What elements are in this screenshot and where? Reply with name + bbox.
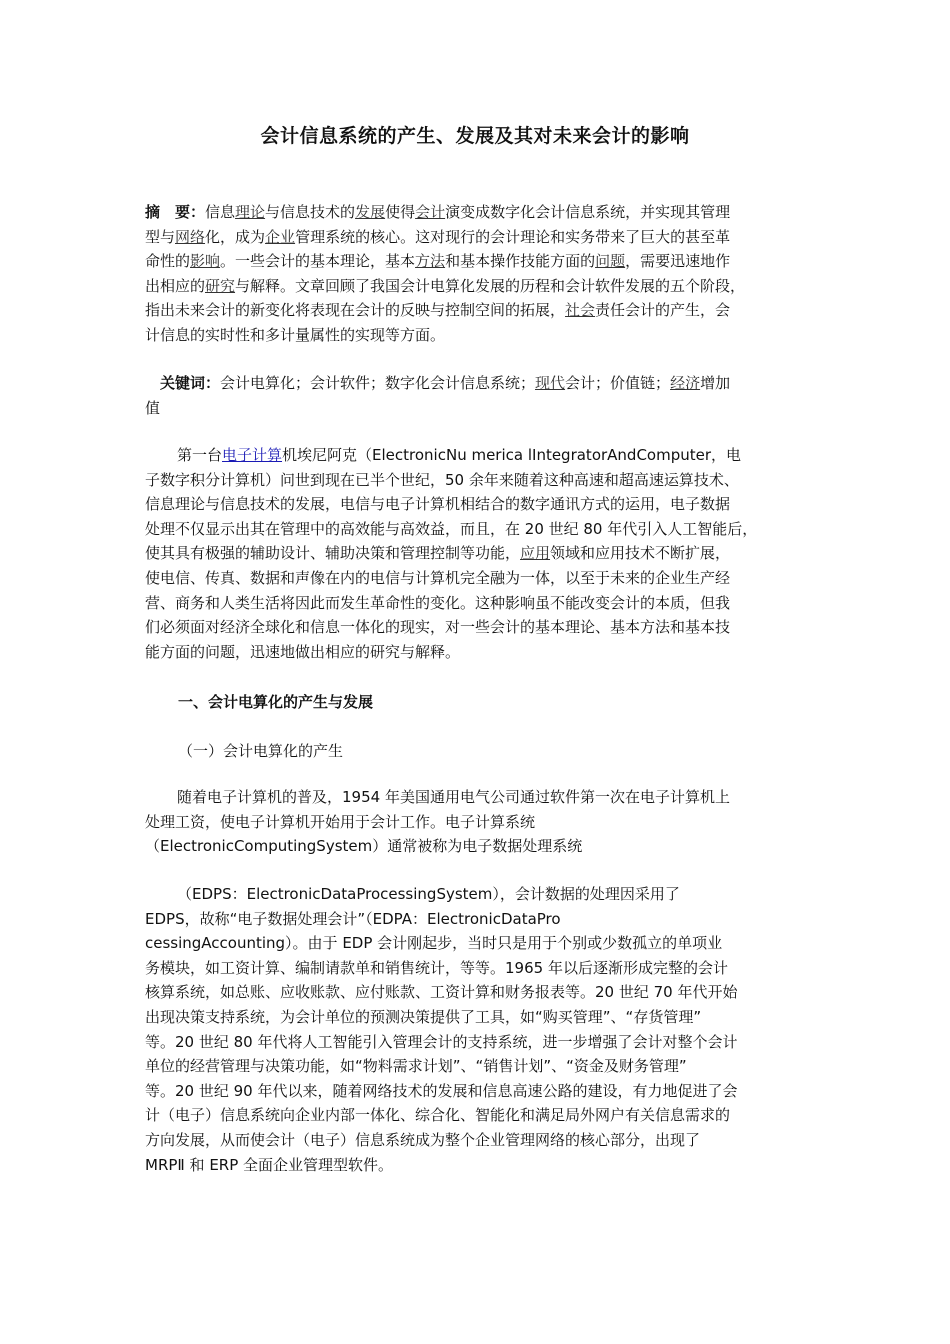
text-run: 使其具有极强的辅助设计、辅助决策和管理控制等功能， [145,544,521,563]
text-run: 管理系统的核心。这对现行的会计理论和实务带来了巨大的甚至革 [295,227,731,246]
para3-line [145,1079,810,1104]
underlined-term[interactable]: 理论 [235,203,266,221]
para1-line [145,492,810,517]
para1-line [145,517,810,542]
text-run: 方向发展，从而使会计（电子）信息系统成为整个企业管理网络的核心部分，出现了 [145,1130,701,1149]
para3-line [145,980,810,1005]
underlined-term[interactable]: 会计 [415,203,446,221]
abstract-lines [145,200,810,348]
text-run: ，需要迅速地作 [625,252,731,271]
text-run: 命性的 [145,252,191,271]
para3-line [145,1030,810,1055]
text-run: 增加 [700,374,731,392]
text-run: 等。20 世纪 90 年代以来，随着网络技术的发展和信息高速公路的建设，有力地促进了会 [145,1081,738,1100]
para2-line [145,810,810,835]
underlined-term[interactable]: 现代 [535,374,566,392]
para1-line [145,615,810,640]
text-run: （ElectronicComputingSystem）通常被称为电子数据处理系统 [145,837,583,856]
para1-line [145,443,810,468]
text-run: 信息理论与信息技术的发展，电信与电子计算机相结合的数字通讯方式的运用，电子数据 [145,495,731,514]
text-run: 使得 [385,203,416,221]
text-run: 第一台 [177,446,223,464]
underlined-term[interactable]: 企业 [265,227,296,246]
text-run: 与解释。文章回顾了我国会计电算化发展的历程和会计软件发展的五个阶段， [235,276,746,295]
underlined-term[interactable]: 影响 [190,252,221,271]
abstract-paragraph [145,200,810,348]
abstract-line [145,323,810,348]
para3-line [145,1005,810,1030]
abstract-line [145,225,810,250]
para3-line [145,1128,810,1153]
underlined-term[interactable]: 应用 [520,544,551,563]
para2-line [145,834,810,859]
para1-line [145,566,810,591]
text-run: 营、商务和人类生活将因此而发生革命性的变化。这种影响虽不能改变会计的本质，但我 [145,593,731,612]
underlined-term[interactable]: 发展 [355,203,386,221]
text-run: 出现决策支持系统，为会计单位的预测决策提供了工具，如“购买管理”、“存货管理” [145,1007,702,1026]
keywords-lines [145,371,810,420]
text-run: 领域和应用技术不断扩展， [550,544,731,563]
text-run: 会计电算化；会计软件；数字化会计信息系统； [220,374,536,392]
text-run: 信息 [205,203,236,221]
underlined-term[interactable]: 问题 [595,252,626,271]
para3-line [145,1054,810,1079]
keywords-line [145,396,810,421]
text-run: 责任会计的产生，会 [595,301,731,320]
para3-line [145,931,810,956]
edp-paragraph [145,882,810,1177]
subsection-heading: （一）会计电算化的产生 [178,742,344,760]
text-run: 核算系统，如总账、应收账款、应付账款、工资计算和财务报表等。20 世纪 70 年代开始 [145,983,738,1002]
text-run: 演变成数字化会计信息系统，并实现其管理 [445,203,731,221]
underlined-term[interactable]: 社会 [565,301,596,320]
document-title: 会计信息系统的产生、发展及其对未来会计的影响 [260,125,690,147]
text-run: （EDPS：ElectronicDataProcessingSystem），会计数据的处理因采用了 [177,885,680,903]
abstract-line [145,274,810,299]
underlined-term[interactable]: 研究 [205,276,236,295]
text-run: 型与 [145,227,176,246]
hyperlink[interactable]: 电子计算 [222,446,283,464]
intro-lines [145,443,810,664]
text-run: 会计；价值链； [565,374,671,392]
underlined-term[interactable]: 网络 [175,227,206,246]
keywords-paragraph [145,371,810,420]
text-run: 单位的经营管理与决策功能，如“物料需求计划”、“销售计划”、“资金及财务管理” [145,1057,687,1076]
abstract-line [145,200,810,225]
abstract-label: 摘 要： [145,203,206,221]
text-run: 处理工资，使电子计算机开始用于会计工作。电子计算系统 [145,812,536,831]
para1-line [145,468,810,493]
text-run: 指出未来会计的新变化将表现在会计的反映与控制空间的拓展， [145,301,566,320]
text-run: 值 [145,398,161,417]
text-run: 处理不仅显示出其在管理中的高效能与高效益，而且，在 20 世纪 80 年代引入人工智能后， [145,519,758,538]
text-run: MRPⅡ 和 ERP 全面企业管理型软件。 [145,1155,394,1174]
underlined-term[interactable]: 方法 [415,252,446,271]
text-run: 。一些会计的基本理论，基本 [220,252,416,271]
origin-lines [145,785,810,859]
para3-line [145,907,810,932]
underlined-term[interactable]: 经济 [670,374,701,392]
text-run: 化，成为 [205,227,266,246]
origin-paragraph [145,785,810,859]
text-run: EDPS，故称“电子数据处理会计”（EDPA：ElectronicDataPro [145,909,561,928]
abstract-line [145,298,810,323]
keywords-label: 关键词： [160,374,221,392]
text-run: 能方面的问题，迅速地做出相应的研究与解释。 [145,642,461,661]
para1-line [145,640,810,665]
text-run: 子数字积分计算机）问世到现在已半个世纪，50 余年来随着这种高速和超高速运算技术、 [145,470,739,489]
text-run: 和基本操作技能方面的 [445,252,596,271]
text-run: 计信息的实时性和多计量属性的实现等方面。 [145,325,446,344]
section-heading: 一、会计电算化的产生与发展 [178,693,374,711]
text-run: 机埃尼阿克（ElectronicNu merica lIntegratorAndComputer，电 [282,446,742,464]
para3-line [145,1153,810,1178]
abstract-line [145,249,810,274]
text-run: cessingAccounting）。由于 EDP 会计刚起步，当时只是用于个别或少数孤立的单项业 [145,934,723,953]
text-run: 务模块，如工资计算、编制请款单和销售统计，等等。1965 年以后逐渐形成完整的会计 [145,958,728,977]
text-run: 计（电子）信息系统向企业内部一体化、综合化、智能化和满足局外网户有关信息需求的 [145,1106,731,1125]
para3-line [145,882,810,907]
text-run: 与信息技术的 [265,203,356,221]
intro-paragraph [145,443,810,664]
edp-lines [145,882,810,1177]
text-run: 使电信、传真、数据和声像在内的电信与计算机完全融为一体，以至于未来的企业生产经 [145,568,731,587]
text-run: 等。20 世纪 80 年代将人工智能引入管理会计的支持系统，进一步增强了会计对整个会计 [145,1032,738,1051]
text-run: 出相应的 [145,276,206,295]
keywords-line [145,371,810,396]
text-run: 们必须面对经济全球化和信息一体化的现实，对一些会计的基本理论、基本方法和基本技 [145,618,731,637]
para3-line [145,1103,810,1128]
para3-line [145,956,810,981]
para2-line [145,785,810,810]
para1-line [145,541,810,566]
para1-line [145,591,810,616]
text-run: 随着电子计算机的普及，1954 年美国通用电气公司通过软件第一次在电子计算机上 [177,788,730,806]
